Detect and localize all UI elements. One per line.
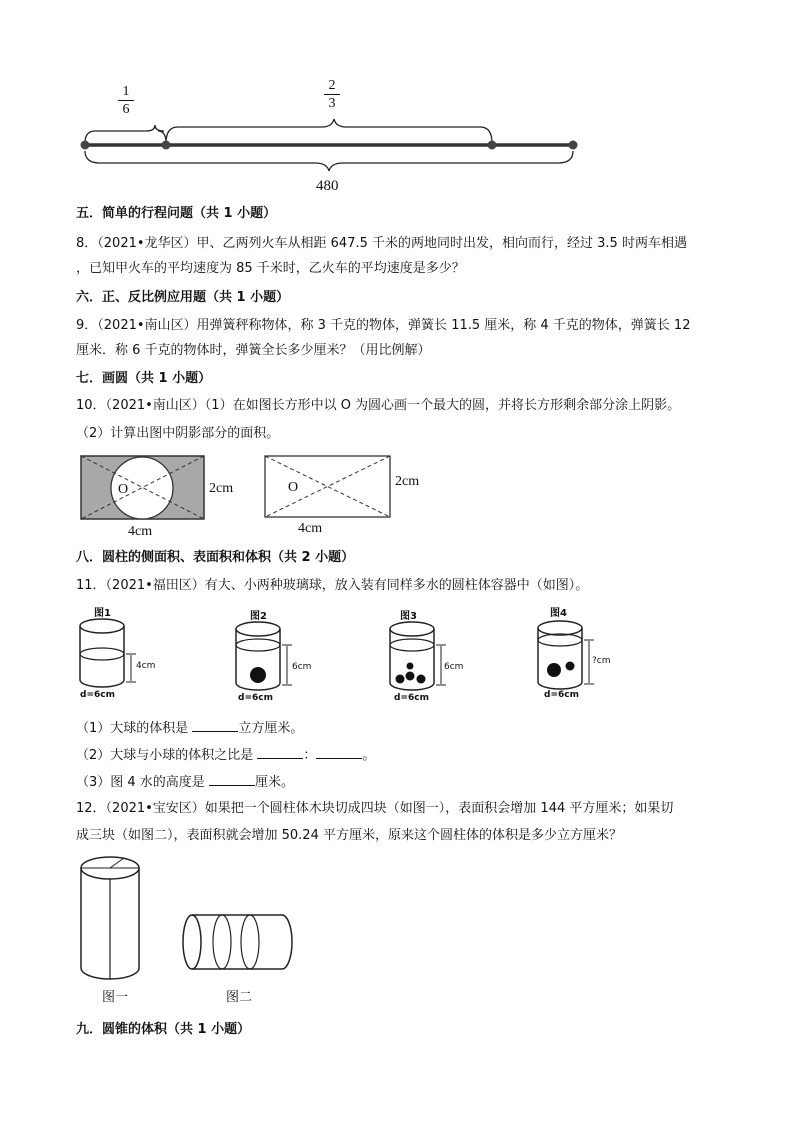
small-ball: [407, 663, 414, 670]
figure-title: 图3: [400, 611, 417, 622]
figure-title: 图1: [94, 608, 111, 619]
total-length-label: 480: [316, 178, 339, 194]
figure-width-label: 4cm: [298, 521, 323, 536]
shaded-rectangle-circle-figure: [80, 455, 206, 521]
section-heading-6: 六．正、反比例应用题（共 1 小题）: [76, 290, 290, 305]
question-11-sub-2: [76, 746, 375, 764]
question-11-sub-1: [76, 719, 303, 737]
fraction-two-thirds: [324, 78, 340, 111]
cylinder-figure-3: [388, 607, 478, 707]
sub-question-text: 立方厘米。: [238, 721, 304, 736]
figure-center-label: O: [288, 480, 299, 495]
figure-title: 图4: [550, 608, 567, 619]
diameter-label: d=6cm: [238, 693, 273, 703]
sub-question-text: （3）图 4 水的高度是: [76, 775, 209, 790]
section-heading-9: 九．圆锥的体积（共 1 小题）: [76, 1022, 251, 1037]
brace-two-thirds: [166, 119, 492, 143]
figure-label-2: 图二: [226, 990, 253, 1005]
segment-point: [488, 141, 497, 150]
large-ball: [547, 663, 561, 677]
brace-total: [85, 151, 573, 171]
question-12-line-2: 成三块（如图二），表面积就会增加 50.24 平方厘米，原来这个圆柱体的体积是多少立方厘米？: [76, 828, 622, 843]
question-11-line-1: 11．（2021•福田区）有大、小两种玻璃球，放入装有同样多水的圆柱体容器中（如图）。: [76, 578, 589, 593]
empty-rectangle-figure: [264, 455, 392, 519]
sub-question-text: 厘米。: [254, 775, 294, 790]
sub-question-text: （1）大球的体积是: [76, 721, 193, 736]
water-height-label: ?cm: [592, 656, 611, 666]
question-10-line-2: （2）计算出图中阴影部分的面积。: [76, 426, 280, 441]
answer-blank[interactable]: [257, 746, 303, 759]
water-height-label: 6cm: [444, 662, 464, 672]
fraction-denominator: 6: [122, 102, 130, 117]
fraction-denominator: 3: [328, 96, 336, 111]
small-ball: [396, 675, 405, 684]
brace-one-sixth: [85, 125, 166, 143]
figure-width-label: 4cm: [128, 524, 153, 539]
water-height-label: 6cm: [292, 662, 312, 672]
water-height-label: 4cm: [136, 661, 156, 671]
question-9-line-2: 厘米．称 6 千克的物体时，弹簧全长多少厘米？（用比例解）: [76, 343, 431, 358]
diameter-label: d=6cm: [394, 693, 429, 703]
question-9-line-1: 9．（2021•南山区）用弹簧秤称物体，称 3 千克的物体，弹簧长 11.5 厘米，称 4 千克的物体，弹簧长 12: [76, 318, 691, 333]
section-heading-8: 八．圆柱的侧面积、表面积和体积（共 2 小题）: [76, 550, 355, 565]
figure-height-label: 2cm: [209, 481, 234, 496]
small-ball: [566, 662, 575, 671]
question-12-line-1: 12．（2021•宝安区）如果把一个圆柱体木块切成四块（如图一），表面积会增加 144 平方厘米；如果切: [76, 801, 674, 816]
answer-blank[interactable]: [209, 773, 255, 786]
cylinder-figure-2: [234, 607, 324, 707]
question-11-sub-3: [76, 773, 294, 791]
sub-question-text: 。: [362, 748, 376, 763]
diameter-label: d=6cm: [544, 690, 579, 700]
small-ball: [417, 675, 426, 684]
figure-label-1: 图一: [102, 990, 129, 1005]
cylinder-cut-four-figure: [78, 852, 148, 984]
section-heading-5: 五．简单的行程问题（共 1 小题）: [76, 206, 277, 221]
answer-blank[interactable]: [316, 746, 362, 759]
figure-title: 图2: [250, 611, 267, 622]
cylinder-figure-1: [78, 604, 168, 704]
section-heading-7: 七．画圆（共 1 小题）: [76, 371, 212, 386]
figure-center-label: O: [118, 482, 129, 497]
cylinder-cut-three-figure: [180, 910, 296, 974]
fraction-numerator: 2: [328, 78, 336, 93]
segment-point: [162, 141, 171, 150]
segment-point: [569, 141, 578, 150]
fraction-numerator: 1: [122, 84, 130, 99]
small-ball: [406, 672, 415, 681]
large-ball: [250, 667, 266, 683]
diameter-label: d=6cm: [80, 690, 115, 700]
fraction-one-sixth: [118, 84, 134, 117]
sub-question-text: （2）大球与小球的体积之比是: [76, 748, 258, 763]
figure-height-label: 2cm: [395, 474, 420, 489]
ratio-colon: ：: [303, 748, 317, 763]
question-8-line-2: ，已知甲火车的平均速度为 85 千米时，乙火车的平均速度是多少？: [76, 261, 465, 276]
answer-blank[interactable]: [192, 719, 238, 732]
question-8-line-1: 8．（2021•龙华区）甲、乙两列火车从相距 647.5 千米的两地同时出发，相向而行，经过 3.5 时两车相遇: [76, 236, 687, 251]
question-10-line-1: 10．（2021•南山区）（1）在如图长方形中以 O 为圆心画一个最大的圆，并将长方形剩余部分涂上阴影。: [76, 398, 681, 413]
segment-point: [81, 141, 90, 150]
cylinder-figure-4: [536, 604, 628, 704]
